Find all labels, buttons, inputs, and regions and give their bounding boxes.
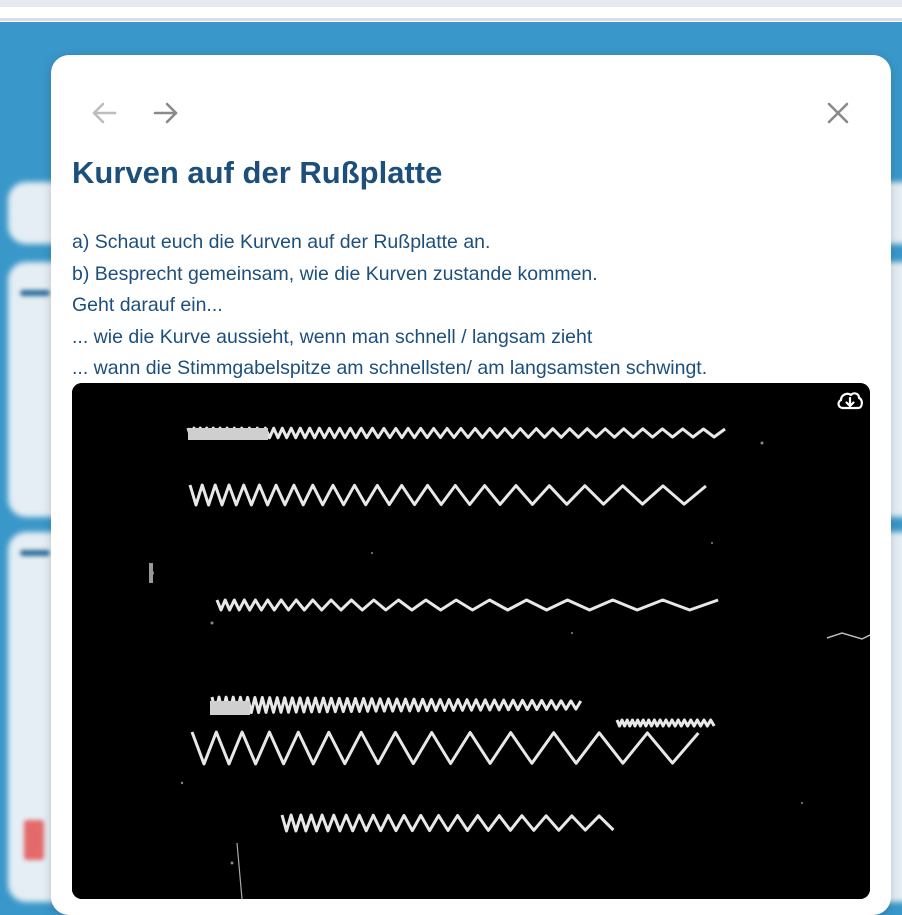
download-button[interactable] (836, 389, 864, 413)
soot-blur-mark (210, 701, 250, 715)
arrow-right-icon (152, 99, 180, 127)
soot-blur-mark (188, 428, 268, 440)
browser-top-bar (0, 0, 902, 22)
instruction-line: ... wie die Kurve aussieht, wenn man schnell / langsam zieht (72, 325, 593, 348)
cloud-download-icon (836, 389, 864, 413)
close-icon (824, 99, 852, 127)
background-stroke (20, 290, 50, 296)
arrow-left-icon (90, 99, 118, 127)
modal-title: Kurven auf der Rußplatte (72, 155, 443, 190)
top-divider (0, 18, 902, 21)
top-strip (0, 0, 902, 7)
soot-plate-curves (72, 383, 870, 899)
soot-plate-image (72, 383, 870, 899)
instructions-text (72, 227, 872, 385)
forward-button[interactable] (150, 97, 182, 129)
instruction-line: b) Besprecht gemeinsam, wie die Kurven zustande kommen. (72, 262, 598, 285)
background-stroke (20, 550, 50, 556)
background-stroke (24, 820, 44, 860)
instruction-line: Geht darauf ein... (72, 294, 223, 316)
instruction-line: ... wann die Stimmgabelspitze am schnellsten/ am langsamsten schwingt. (72, 357, 708, 379)
instruction-line: a) Schaut euch die Kurven auf der Rußplatte an. (72, 231, 491, 253)
back-button[interactable] (88, 97, 120, 129)
close-button[interactable] (822, 97, 854, 129)
